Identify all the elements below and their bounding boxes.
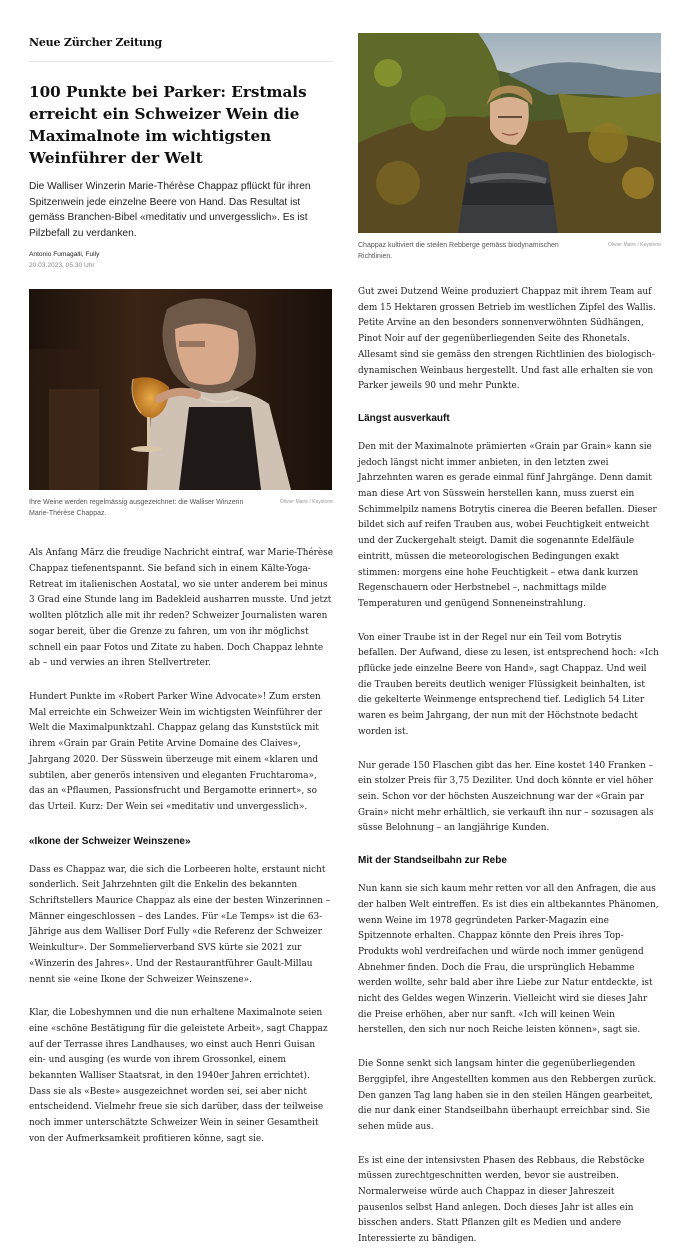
wine-photo-credit: Olivier Maire / Keystone (279, 499, 333, 506)
wine-photo-caption-row (29, 497, 333, 519)
right-column (358, 33, 661, 1248)
wine-photo-caption: Ihre Weine werden regelmässig ausgezeichnet: die Walliser Winzerin Marie-Thérèse Chappaz. (29, 499, 244, 518)
left-column (29, 36, 333, 1148)
article-headline: 100 Punkte bei Parker: Erstmals erreicht ein Schweizer Wein die Maximalnote im wichtigsten Weinführer der Welt (29, 83, 307, 167)
body-paragraph-6: Den mit der Maximalnote prämierten «Grain par Grain» kann sie jedoch längst nicht immer anbieten, in den letzten zwei Jahrzehnten waren es gerade einmal fünf Jahrgänge. Denn damit man diese Art von Süsswein herstellen kann, muss zuerst ein Schimmelpilz namens Botrytis cinerea die Beeren befallen. Dieser bildet sich auf reifen Trauben aus, wobei Feuchtigkeit entweicht und der Zuckergehalt steigt. Damit die sogenannte Edelfäule eintritt, müssen die meteorologischen Bedingungen exakt stimmen: morgens eine hohe Feuchtigkeit – etwa dank kurzen Regenschauern oder Herbstnebel –, nachmittags milde Temperaturen und genügend Sonneneinstrahlung. (358, 441, 657, 609)
article-lead: Die Walliser Winzerin Marie-Thérèse Chappaz pflückt für ihren Spitzenwein jede einzelne Beere von Hand. Das Resultat ist gemäss Branchen-Bibel «meditativ und unvergesslich». Es ist Pilzbefall zu verdanken. (29, 181, 311, 239)
wine-tasting-photo[interactable] (29, 289, 332, 490)
body-paragraph-3: Dass es Chappaz war, die sich die Lorbeeren holte, erstaunt nicht sonderlich. Seit Jahrzehnten gilt die Enkelin des bekannten Schriftstellers Maurice Chappaz als eine der besten Winzerinnen – Männer eingeschlossen – des Landes. Für «Le Temps» ist die 63-Jährige aus dem Walliser Dorf Fully «die Referenz der Schweizer Weinkultur». Der Sommelierverband SVS kürte sie 2021 zur «Winzerin des Jahres». Und der Restaurantführer Gault-Millau nennt sie «eine Ikone der Schweizer Weinszene». (29, 864, 331, 985)
wine-tasting-image (29, 289, 332, 490)
subheading-ausverkauft: Längst ausverkauft (358, 412, 450, 424)
vineyard-image (358, 33, 661, 233)
body-paragraph-11: Es ist eine der intensivsten Phasen des Rebbaus, die Rebstöcke müssen zurechtgeschnitten werden, bevor sie austreiben. Normalerweise würde auch Chappaz in dieser Jahreszeit pausenlos selbst Hand anlegen. Doch dieses Jahr ist alles ein bisschen anders. Statt Pflanzen gilt es Medien und andere Interessierte zu bändigen. (358, 1155, 645, 1245)
body-paragraph-2: Hundert Punkte im «Robert Parker Wine Advocate»! Zum ersten Mal erreichte ein Schweizer Wein im wichtigsten Weinführer der Welt die Maximalpunktzahl. Chappaz gelang das Kunststück mit ihrem «Grain par Grain Petite Arvine Domaine des Claives», Jahrgang 2020. Der Süsswein überzeuge mit einem «klaren und subtilen, aber generös intensiven und eleganten Fruchtaroma», das an «Pflaumen, Passionsfrucht und Bergamotte erinnert», so das Urteil. Kurz: Der Wein sei «meditativ und unvergesslich». (29, 692, 323, 812)
vineyard-photo-caption: Chappaz kultiviert die steilen Rebberge gemäss biodynamischen Richtlinien. (358, 242, 559, 260)
body-paragraph-7: Von einer Traube ist in der Regel nur ein Teil vom Botrytis befallen. Der Aufwand, diese zu lesen, ist entsprechend hoch: «Ich pflücke jede einzelne Beere von Hand», sagt Chappaz. Und weil die Trauben bereits deutlich weniger Flüssigkeit beinhalten, ist die gekelterte Weinmenge entsprechend tief. Lediglich 54 Liter waren es beim Jahrgang, der nun mit der Höchstnote bedacht worden ist. (358, 632, 659, 737)
subheading-standseilbahn: Mit der Standseilbahn zur Rebe (358, 855, 507, 867)
body-paragraph-10: Die Sonne senkt sich langsam hinter die gegenüberliegenden Berggipfel, ihre Angestellten kommen aus den Rebbergen zurück. Den ganzen Tag lang haben sie in den steilen Hängen gearbeitet, die nur dank einer Standseilbahn überhaupt erreichbar sind. Sie sehen müde aus. (358, 1059, 657, 1132)
body-paragraph-5: Gut zwei Dutzend Weine produziert Chappaz mit ihrem Team auf dem 15 Hektaren grossen Betrieb im westlichen Zipfel des Wallis. Petite Arvine an den besonders sonnenverwöhnten Südhängen, Pinot Noir auf der gegenüberliegenden Seite des Rhonetals. Allesamt sind sie gemäss den strengen Richtlinien des biologisch-dynamischen Weinbaus hergestellt. Und fast alle erhalten sie von Parker jeweils 90 und mehr Punkte. (358, 287, 656, 392)
body-paragraph-9: Nun kann sie sich kaum mehr retten vor all den Anfragen, die aus der halben Welt eintreffen. Es ist dies ein altbekanntes Phänomen, wenn Weine im 1978 gegründeten Parker-Magazin eine Spitzennote erhalten. Chappaz könnte den Preis ihres Top-Produkts wohl verdreifachen und würde noch immer genügend Abnehmer finden. Doch die Frau, die ursprünglich Hebamme werden wollte, sehr bald aber ihre Liebe zur Natur entdeckte, ist nicht des Geldes wegen Winzerin. Vielleicht wird sie dieses Jahr die Preise erhöhen, aber nur sanft. «Ich will keinen Wein herstellen, den sich nur noch Reiche leisten können», sagt sie. (358, 884, 659, 1036)
vineyard-photo-caption-row (358, 240, 661, 262)
body-paragraph-8: Nur gerade 150 Flaschen gibt das her. Eine kostet 140 Franken – ein stolzer Preis für 3,75 Deziliter. Und doch könnte er viel höher sein. Schon vor der höchsten Auszeichnung war der «Grain par Grain» nicht mehr erhältlich, sie verkauft ihn nur – sozusagen als süsse Belohnung – an langjährige Kunden. (358, 760, 654, 834)
body-paragraph-1: Als Anfang März die freudige Nachricht eintraf, war Marie-Thérèse Chappaz tiefenentspannt. Sie befand sich in einem Kälte-Yoga-Retreat im italienischen Aostatal, wo sie unter anderem bei minus 3 Grad eine Stunde lang im Badekleid ausharren musste. Und jetzt wollten plötzlich alle mit ihr reden? Schweizer Journalisten waren sogar bereit, über die Grenze zu fahren, um von ihr möglichst schnell ein paar Fotos und Zitate zu haben. Doch Chappaz lehnte ab – und verwies an ihren Stellvertreter. (29, 548, 333, 669)
masthead-logo[interactable]: Neue Zürcher Zeitung (29, 36, 333, 62)
subheading-ikone: «Ikone der Schweizer Weinszene» (29, 835, 191, 847)
body-paragraph-4: Klar, die Lobeshymnen und die nun erhaltene Maximalnote seien eine «schöne Bestätigung für die geleistete Arbeit», sagt Chappaz auf der Terrasse ihres Landhauses, wo einst auch Henri Guisan ein- und ausging (es wurde von ihrem Grossonkel, einem bekannten Walliser Staatsrat, in den 1940er Jahren errichtet). Dass sie als «Beste» ausgezeichnet worden sei, sei aber nicht entscheidend. Vielmehr freue sie sich darüber, dass der teilweise noch immer unterschätzte Schweizer Wein in seiner Gesamtheit von der Aufmerksamkeit profitieren könne, sagt sie. (29, 1008, 328, 1144)
vineyard-photo[interactable] (358, 33, 661, 233)
vineyard-photo-credit: Olivier Maire / Keystone (607, 242, 661, 248)
article-date: 20.03.2023, 05.30 Uhr (29, 262, 95, 270)
article-author[interactable]: Antonio Fumagalli, Fully (29, 251, 100, 259)
